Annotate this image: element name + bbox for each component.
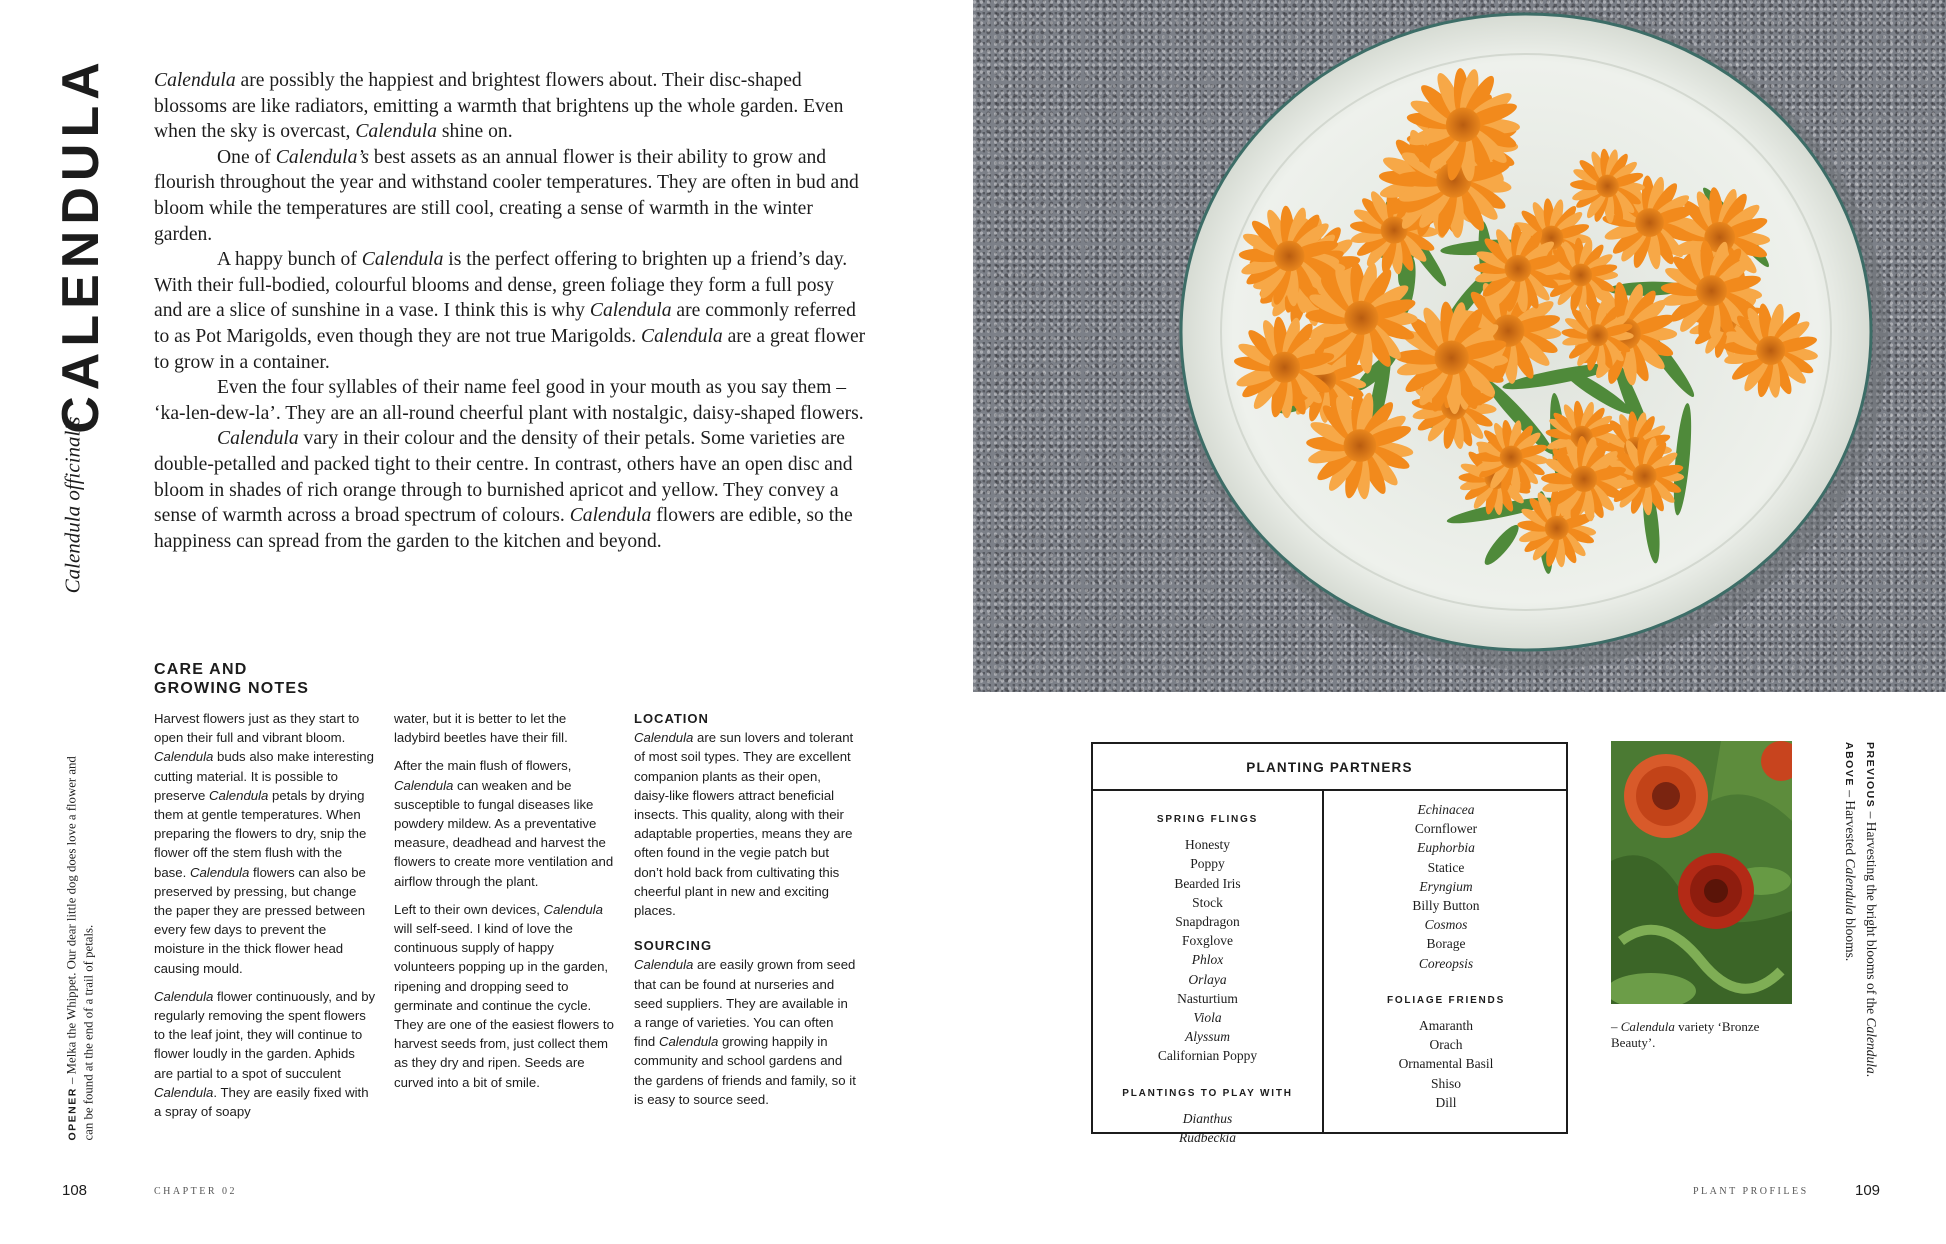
partner-plant: Shiso [1430,1075,1461,1091]
partners-left-column [1093,804,1322,1147]
partner-plant: Stock [1192,894,1223,910]
partner-plant: Dill [1435,1094,1457,1110]
partner-plant: Eryngium [1419,878,1473,894]
partner-group-label: FOLIAGE FRIENDS [1386,994,1506,1006]
partner-plant: Statice [1427,859,1465,875]
partner-group-label: PLANTINGS TO PLAY WITH [1122,1087,1293,1099]
partner-plant: Orach [1429,1037,1463,1053]
partner-plant: Alyssum [1185,1029,1230,1045]
partners-right-column [1324,800,1568,1112]
planting-partners-title: PLANTING PARTNERS [1093,744,1566,791]
sourcing-text: Calendula are easily grown from seed that can be found at nurseries and seed suppliers. They are available in a range of varieties. You can often find Calendula growing happily in community and school gardens and the gardens of friends and family, so it is easy to source seed. [634,957,856,1107]
photo-credits-caption [1840,742,1880,1082]
partner-plant: Foxglove [1181,933,1233,949]
partner-plant: Billy Button [1412,898,1480,914]
above-caption: ABOVE – Harvested Calendula blooms. [1843,742,1858,962]
partner-plant: Coreopsis [1418,955,1474,971]
partner-plant: Cornflower [1414,821,1478,837]
partner-plant: Poppy [1190,856,1225,872]
intro-paragraph: Calendula vary in their colour and the density of their petals. Some varieties are double-petalled and packed tight to their centre. In contrast, others have an open disc and bloom in shades of rich orange through to burnished apricot and yellow. They convey a sense of warmth across a broad spectrum of colours. Calendula flowers are edible, so the happiness can spread from the garden to the kitchen and beyond. [154,428,853,552]
opener-label: OPENER [66,1086,79,1140]
partner-group-label: SPRING FLINGS [1156,814,1259,825]
partner-plant: Ornamental Basil [1398,1056,1494,1072]
partner-plant: Borage [1426,936,1466,952]
bronze-beauty-photo [1611,741,1792,1004]
group-gap [1324,973,1568,985]
opener-text: – Melka the Whippet. Our dear little dog does love a flower and can be found at the end of a trail of petals. [64,755,96,1140]
partner-plant: Rudbeckia [1179,1130,1236,1146]
partner-plant: Snapdragon [1175,914,1240,930]
page-number-right: 109 [1855,1182,1881,1199]
partner-plant: Cosmos [1424,917,1468,933]
care-column-3 [634,709,856,1118]
location-text: Calendula are sun lovers and tolerant of most soil types. They are excellent companion plants as their open, daisy-like flowers attract beneficial insects. This quality, along with their adaptable properties, means they are often found in the vegie patch but don’t hold back from cultivating this cheerful plant in new and exciting places. [634,730,854,919]
partner-plant: Orlaya [1188,971,1227,987]
location-heading: LOCATION [634,711,709,726]
previous-caption: PREVIOUS – Harvesting the bright blooms of the Calendula. [1864,742,1879,1078]
partner-plant: Euphorbia [1417,840,1475,856]
planting-partners-box [1091,742,1568,1146]
bronze-beauty-caption: – Calendula variety ‘Bronze Beauty’. [1611,1019,1760,1050]
care-heading: CARE AND GROWING NOTES [154,661,310,697]
group-gap [1093,1066,1322,1078]
partner-plant: Phlox [1191,952,1224,968]
page-title: CALENDULA [52,56,110,434]
partner-plant: Amaranth [1419,1018,1473,1034]
page-number-left: 108 [62,1182,88,1199]
partner-plant: Nasturtium [1177,990,1238,1006]
sourcing-heading: SOURCING [634,938,713,954]
intro-text [154,68,866,554]
partner-plant: Echinacea [1417,802,1475,817]
running-head-right: PLANT PROFILES [1693,1186,1809,1197]
opener-caption [60,745,100,1140]
care-paragraph: After the main flush of flowers, Calendula can weaken and be susceptible to fungal diseases like powdery mildew. As a preventative measure, deadhead and harvest the flowers to create more ventilation and airflow through the plant. [394,758,614,889]
latin-name: Calendula officinalis [60,416,85,594]
partner-plant: Californian Poppy [1157,1048,1258,1064]
care-paragraph: water, but it is better to let the ladybird beetles have their fill. [394,711,568,746]
intro-paragraph: A happy bunch of Calendula is the perfect offering to brighten up a friend’s day. With their full-bodied, colourful blooms and dense, green foliage they form a full posy and are a slice of sunshine in a vase. I think this is why Calendula are commonly referred to as Pot Marigolds, even though they are not true Marigolds. Calendula are a great flower to grow in a container. [154,249,866,373]
intro-paragraph: Calendula are possibly the happiest and brightest flowers about. Their disc-shaped blossoms are like radiators, emitting a warmth that brightens up the whole garden. Even when the sky is overcast, Calendula shine on. [154,70,844,143]
running-head-left: CHAPTER 02 [154,1186,238,1197]
calendula-bowl-photo [973,0,1946,692]
partner-plant: Honesty [1185,837,1230,853]
care-paragraph: Calendula flower continuously, and by regularly removing the spent flowers to the leaf joint, they will continue to flower loudly in the garden. Aphids are partial to a spot of succulent Calendula. They are easily fixed with a spray of soapy [154,988,376,1120]
care-paragraph: Left to their own devices, Calendula will self-seed. I kind of love the continuous supply of happy volunteers popping up in the garden, ripening and dropping seed to germinate and continue the cycle. They are one of the easiest flowers to harvest seeds from, just collect them as they dry and ripen. Seeds are curved into a bit of smile. [394,901,614,1090]
partner-plant: Dianthus [1182,1110,1233,1126]
intro-paragraph: One of Calendula’s best assets as an annual flower is their ability to grow and flourish throughout the year and withstand cooler temperatures. They are often in bud and bloom while the temperatures are still cool, creating a sense of warmth in the winter garden. [154,146,859,245]
partner-plant: Bearded Iris [1174,875,1241,891]
partner-plant: Viola [1193,1010,1222,1026]
care-column-2 [394,709,616,1101]
care-column-1 [154,709,376,1130]
care-paragraph: Harvest flowers just as they start to open their full and vibrant bloom. Calendula buds also make interesting cutting material. It is possible to preserve Calendula petals by drying them at gentle temperatures. When preparing the flowers to dry, snip the flower off the stem flush with the base. Calendula flowers can also be preserved by pressing, but change the paper they are pressed between every few days to prevent the moisture in the thick flower head causing mould. [154,711,374,976]
intro-paragraph: Even the four syllables of their name feel good in your mouth as you say them – ‘ka-len-dew-la’. They are an all-round cheerful plant with nostalgic, daisy-shaped flowers. [154,377,864,424]
